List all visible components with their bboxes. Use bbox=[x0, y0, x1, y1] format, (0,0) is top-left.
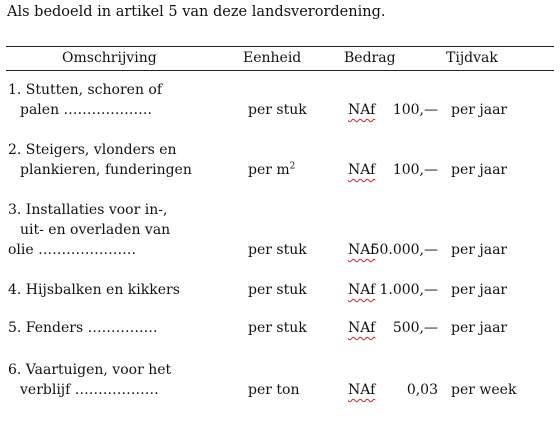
row-amount: 50.000,— bbox=[370, 242, 438, 258]
row-description bbox=[8, 140, 192, 180]
row-unit: per ton bbox=[248, 382, 300, 398]
description-line: uit- en overladen van bbox=[20, 222, 171, 238]
row-period: per week bbox=[451, 382, 517, 398]
intro-text: Als bedoeld in artikel 5 van deze landsverordening. bbox=[7, 4, 386, 20]
row-description bbox=[8, 360, 171, 400]
row-period: per jaar bbox=[451, 242, 508, 258]
header-bottom-rule bbox=[6, 70, 554, 71]
row-amount: 100,— bbox=[392, 162, 438, 178]
row-period: per jaar bbox=[451, 320, 508, 336]
description-line: olie ………………… bbox=[8, 242, 137, 258]
row-period: per jaar bbox=[451, 282, 508, 298]
header-bedrag: Bedrag bbox=[344, 50, 396, 66]
description-line: 1. Stutten, schoren of bbox=[8, 82, 163, 98]
description-line: palen ………………. bbox=[20, 102, 152, 118]
row-period: per jaar bbox=[451, 102, 508, 118]
description-line: 4. Hijsbalken en kikkers bbox=[8, 282, 180, 298]
row-amount: 500,— bbox=[392, 320, 438, 336]
row-unit: per stuk bbox=[248, 242, 307, 258]
row-unit: per stuk bbox=[248, 282, 307, 298]
unit-superscript: 2 bbox=[289, 161, 296, 172]
row-period: per jaar bbox=[451, 162, 508, 178]
row-currency: NAf bbox=[348, 102, 376, 118]
row-currency: NAf bbox=[348, 320, 376, 336]
header-omschrijving: Omschrijving bbox=[62, 50, 157, 66]
row-amount: 1.000,— bbox=[379, 282, 438, 298]
table-top-rule bbox=[6, 46, 554, 47]
header-tijdvak: Tijdvak bbox=[446, 50, 498, 66]
row-description bbox=[8, 200, 170, 260]
description-line: 2. Steigers, vlonders en bbox=[8, 142, 177, 158]
row-amount: 0,03 bbox=[406, 382, 438, 398]
row-currency: NAf bbox=[348, 282, 376, 298]
description-line: verblijf ……………… bbox=[20, 382, 159, 398]
row-description bbox=[8, 80, 162, 120]
row-description bbox=[8, 280, 180, 300]
description-line: 5. Fenders …………… bbox=[8, 320, 158, 336]
row-amount: 100,— bbox=[392, 102, 438, 118]
description-line: 6. Vaartuigen, voor het bbox=[8, 362, 172, 378]
description-line: plankieren, funderingen bbox=[20, 162, 192, 178]
row-unit bbox=[248, 160, 295, 180]
row-currency: NAf bbox=[348, 242, 376, 258]
row-description bbox=[8, 318, 158, 338]
description-line: 3. Installaties voor in-, bbox=[8, 202, 168, 218]
header-eenheid: Eenheid bbox=[243, 50, 302, 66]
row-unit: per stuk bbox=[248, 320, 307, 336]
unit-text: per m bbox=[248, 162, 290, 178]
row-currency: NAf bbox=[348, 162, 376, 178]
row-currency: NAf bbox=[348, 382, 376, 398]
row-unit: per stuk bbox=[248, 102, 307, 118]
